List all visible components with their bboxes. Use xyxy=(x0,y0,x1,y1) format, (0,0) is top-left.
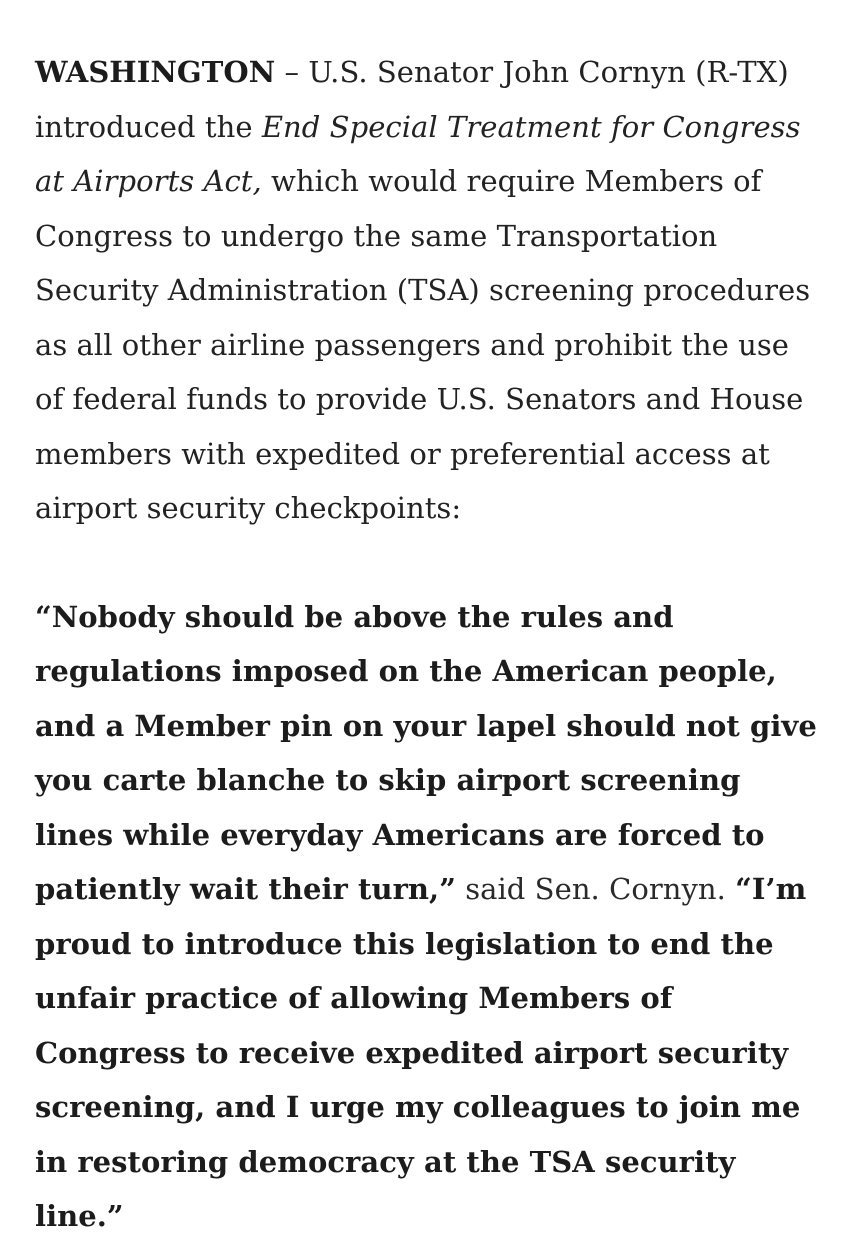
intro-paragraph xyxy=(35,45,825,536)
intro-text-before-title: U.S. Senator John Cornyn (R-TX) introduced the xyxy=(35,55,789,144)
quote-paragraph xyxy=(35,590,825,1244)
bill-title: End Special Treatment for Congress at Airports Act, xyxy=(35,109,801,198)
quote-attribution: said Sen. Cornyn. xyxy=(455,872,736,906)
dateline: WASHINGTON xyxy=(35,55,276,89)
quote-part-one: “Nobody should be above the rules and regulations imposed on the American people, and a Member pin on your lapel should not give you carte blanche to skip airport screening lines while everyday Americans are forced to patiently wait their turn,” xyxy=(35,599,817,906)
press-release-document xyxy=(35,45,825,1244)
dateline-separator: – xyxy=(275,55,309,89)
intro-text-after-title: which would require Members of Congress to undergo the same Transportation Security Administration (TSA) screening procedures as all other airline passengers and prohibit the use of federal funds to provide U.S. Senators and House members with expedited or preferential access at airport security checkpoints: xyxy=(35,164,811,525)
quote-part-two: “I’m proud to introduce this legislation to end the unfair practice of allowing Members of Congress to receive expedited airport security screening, and I urge my colleagues to join me in restoring democracy at the TSA security line.” xyxy=(35,872,807,1233)
